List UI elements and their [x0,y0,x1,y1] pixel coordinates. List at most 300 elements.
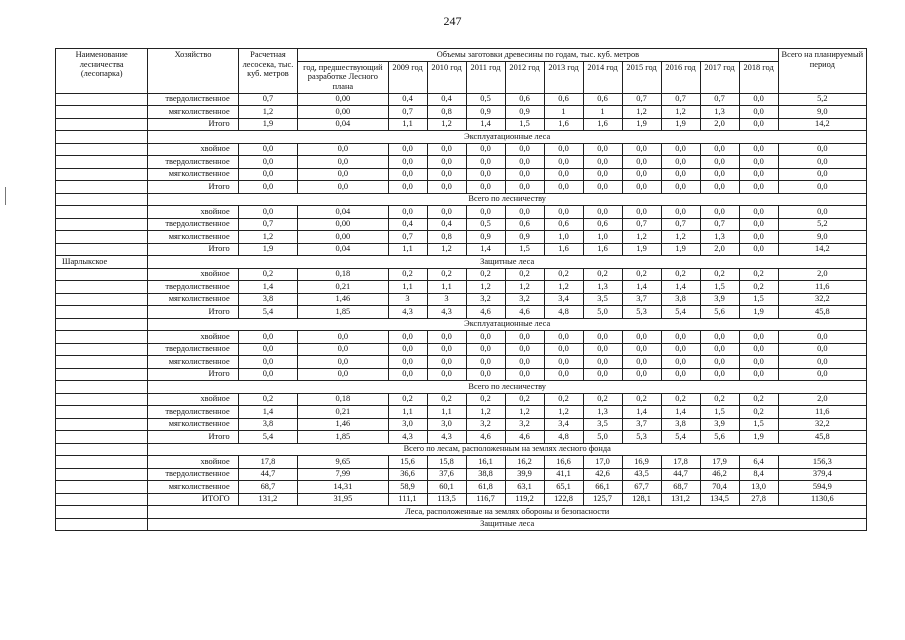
year-value-cell: 0,0 [583,368,622,381]
year-value-cell: 3,9 [700,418,739,431]
year-value-cell: 0,0 [700,143,739,156]
year-value-cell: 0,9 [466,106,505,119]
year-value-cell: 1,1 [388,243,427,256]
calc-cell: 1,9 [238,118,298,131]
section-title: Эксплуатационные леса [148,318,867,331]
year-value-cell: 131,2 [661,493,700,506]
year-value-cell: 0,2 [544,268,583,281]
year-value-cell: 1,9 [661,243,700,256]
year-value-cell: 0,2 [466,393,505,406]
prev-year-cell: 9,65 [298,456,388,469]
forestry-cell [56,418,148,431]
forestry-cell [56,168,148,181]
year-value-cell: 1,9 [661,118,700,131]
year-value-cell: 1,1 [388,118,427,131]
year-value-cell: 3,4 [544,418,583,431]
year-value-cell: 1,5 [739,293,778,306]
total-cell: 14,2 [778,118,866,131]
forestry-cell [56,156,148,169]
total-cell: 32,2 [778,293,866,306]
year-value-cell: 44,7 [661,468,700,481]
table-row [56,343,867,356]
header-calc: Расчетная лесосека, тыс. куб. метров [238,49,298,94]
year-value-cell: 0,2 [700,268,739,281]
year-value-cell: 0,0 [544,356,583,369]
table-row [56,231,867,244]
year-value-cell: 1,1 [427,406,466,419]
forestry-cell [56,356,148,369]
year-value-cell: 0,0 [466,181,505,194]
year-value-cell: 1,9 [622,243,661,256]
year-value-cell: 6,4 [739,456,778,469]
table-row [56,356,867,369]
year-value-cell: 0,0 [661,156,700,169]
table-row [56,418,867,431]
table-header [56,49,867,94]
forestry-cell [56,443,148,456]
table-row [56,243,867,256]
section-row [56,518,867,531]
economy-cell: хвойное [148,393,238,406]
year-value-cell: 4,6 [505,306,544,319]
year-value-cell: 0,0 [466,368,505,381]
calc-cell: 0,0 [238,156,298,169]
year-value-cell: 128,1 [622,493,661,506]
calc-cell: 1,4 [238,406,298,419]
year-value-cell: 0,0 [388,181,427,194]
year-value-cell: 0,0 [544,181,583,194]
table-row [56,118,867,131]
total-cell: 32,2 [778,418,866,431]
forestry-name: Шарлыкское [56,256,148,269]
header-year: 2015 год [622,61,661,93]
year-value-cell: 3 [427,293,466,306]
year-value-cell: 0,0 [427,206,466,219]
year-value-cell: 3,9 [700,293,739,306]
year-value-cell: 3,2 [466,418,505,431]
section-row [56,193,867,206]
economy-cell: Итого [148,368,238,381]
year-value-cell: 0,2 [739,393,778,406]
year-value-cell: 0,0 [427,156,466,169]
year-value-cell: 5,6 [700,431,739,444]
year-value-cell: 0,9 [505,106,544,119]
year-value-cell: 0,0 [661,331,700,344]
year-value-cell: 0,0 [622,356,661,369]
economy-cell: Итого [148,243,238,256]
year-value-cell: 1,4 [661,281,700,294]
table-row [56,481,867,494]
forestry-cell [56,493,148,506]
table-row [56,156,867,169]
year-value-cell: 3 [388,293,427,306]
year-value-cell: 61,8 [466,481,505,494]
calc-cell: 68,7 [238,481,298,494]
year-value-cell: 8,4 [739,468,778,481]
prev-year-cell: 0,18 [298,268,388,281]
prev-year-cell: 0,00 [298,218,388,231]
page-number: 247 [443,14,462,28]
year-value-cell: 0,0 [622,143,661,156]
total-cell: 11,6 [778,406,866,419]
year-value-cell: 1,6 [583,243,622,256]
year-value-cell: 0,2 [388,393,427,406]
year-value-cell: 67,7 [622,481,661,494]
forestry-cell [56,306,148,319]
year-value-cell: 0,0 [505,206,544,219]
header-total: Всего на планируемый период [778,49,866,94]
year-value-cell: 0,0 [388,206,427,219]
year-value-cell: 1,1 [388,281,427,294]
year-value-cell: 0,0 [544,143,583,156]
economy-cell: Итого [148,431,238,444]
total-cell: 0,0 [778,206,866,219]
section-title: Всего по лесам, расположенным на землях лесного фонда [148,443,867,456]
year-value-cell: 0,8 [427,231,466,244]
year-value-cell: 0,0 [661,206,700,219]
year-value-cell: 5,3 [622,431,661,444]
year-value-cell: 0,0 [544,368,583,381]
year-value-cell: 116,7 [466,493,505,506]
total-cell: 2,0 [778,393,866,406]
year-value-cell: 42,6 [583,468,622,481]
year-value-cell: 3,4 [544,293,583,306]
year-value-cell: 1,4 [466,118,505,131]
year-value-cell: 0,0 [388,356,427,369]
total-cell: 5,2 [778,93,866,106]
year-value-cell: 0,6 [544,93,583,106]
calc-cell: 1,2 [238,106,298,119]
prev-year-cell: 0,00 [298,231,388,244]
year-value-cell: 0,7 [388,106,427,119]
forestry-cell [56,318,148,331]
year-value-cell: 0,7 [622,218,661,231]
economy-cell: мягколиственное [148,231,238,244]
calc-cell: 0,0 [238,143,298,156]
calc-cell: 131,2 [238,493,298,506]
year-value-cell: 134,5 [700,493,739,506]
year-value-cell: 3,2 [505,418,544,431]
forestry-cell [56,331,148,344]
year-value-cell: 1,6 [583,118,622,131]
year-value-cell: 0,0 [739,106,778,119]
table-row [56,106,867,119]
forestry-cell [56,431,148,444]
forestry-cell [56,506,148,519]
year-value-cell: 0,0 [388,368,427,381]
prev-year-cell: 0,0 [298,343,388,356]
year-value-cell: 4,6 [466,431,505,444]
year-value-cell: 0,0 [583,343,622,356]
year-value-cell: 1,6 [544,243,583,256]
table-row [56,493,867,506]
economy-cell: твердолиственное [148,93,238,106]
year-value-cell: 0,0 [583,156,622,169]
prev-year-cell: 0,0 [298,356,388,369]
section-row [56,443,867,456]
forestry-cell [56,293,148,306]
year-value-cell: 3,2 [466,293,505,306]
year-value-cell: 0,0 [544,156,583,169]
year-value-cell: 15,8 [427,456,466,469]
year-value-cell: 0,0 [739,243,778,256]
year-value-cell: 1,4 [622,406,661,419]
year-value-cell: 17,9 [700,456,739,469]
year-value-cell: 5,4 [661,306,700,319]
calc-cell: 0,0 [238,181,298,194]
year-value-cell: 0,0 [622,343,661,356]
year-value-cell: 0,0 [427,356,466,369]
year-value-cell: 3,0 [427,418,466,431]
year-value-cell: 0,2 [544,393,583,406]
year-value-cell: 119,2 [505,493,544,506]
year-value-cell: 1,1 [388,406,427,419]
year-value-cell: 0,0 [505,368,544,381]
table-row [56,181,867,194]
year-value-cell: 0,0 [661,168,700,181]
total-cell: 45,8 [778,306,866,319]
year-value-cell: 0,7 [661,93,700,106]
year-value-cell: 70,4 [700,481,739,494]
year-value-cell: 113,5 [427,493,466,506]
calc-cell: 1,9 [238,243,298,256]
prev-year-cell: 0,04 [298,243,388,256]
calc-cell: 5,4 [238,431,298,444]
year-value-cell: 1,5 [505,243,544,256]
year-value-cell: 0,0 [739,93,778,106]
year-value-cell: 0,7 [622,93,661,106]
table-row [56,143,867,156]
prev-year-cell: 14,31 [298,481,388,494]
year-value-cell: 0,9 [505,231,544,244]
year-value-cell: 1,2 [544,281,583,294]
calc-cell: 0,2 [238,268,298,281]
total-cell: 9,0 [778,106,866,119]
table-row [56,293,867,306]
calc-cell: 0,7 [238,93,298,106]
calc-cell: 0,0 [238,343,298,356]
year-value-cell: 5,3 [622,306,661,319]
year-value-cell: 3,8 [661,418,700,431]
year-value-cell: 0,0 [739,368,778,381]
prev-year-cell: 31,95 [298,493,388,506]
forestry-cell [56,456,148,469]
prev-year-cell: 0,04 [298,118,388,131]
year-value-cell: 16,9 [622,456,661,469]
year-value-cell: 16,6 [544,456,583,469]
year-value-cell: 0,2 [661,268,700,281]
year-value-cell: 0,2 [739,406,778,419]
year-value-cell: 1,2 [427,118,466,131]
year-value-cell: 0,0 [622,156,661,169]
year-value-cell: 0,0 [661,356,700,369]
year-value-cell: 1,9 [622,118,661,131]
year-value-cell: 1,5 [739,418,778,431]
year-value-cell: 13,0 [739,481,778,494]
year-value-cell: 0,0 [583,168,622,181]
year-value-cell: 0,9 [466,231,505,244]
year-value-cell: 0,2 [739,281,778,294]
prev-year-cell: 0,18 [298,393,388,406]
year-value-cell: 0,0 [505,143,544,156]
header-year: 2010 год [427,61,466,93]
prev-year-cell: 1,46 [298,418,388,431]
calc-cell: 1,4 [238,281,298,294]
year-value-cell: 0,6 [544,218,583,231]
year-value-cell: 4,6 [505,431,544,444]
total-cell: 1130,6 [778,493,866,506]
year-value-cell: 0,0 [583,331,622,344]
prev-year-cell: 0,0 [298,156,388,169]
calc-cell: 44,7 [238,468,298,481]
year-value-cell: 0,0 [622,331,661,344]
year-value-cell: 0,7 [700,218,739,231]
economy-cell: Итого [148,306,238,319]
header-volumes: Объемы заготовки древесины по годам, тыс. куб. метров [298,49,778,62]
year-value-cell: 41,1 [544,468,583,481]
year-value-cell: 0,0 [427,181,466,194]
forestry-cell [56,368,148,381]
year-value-cell: 0,2 [622,268,661,281]
forestry-cell [56,131,148,144]
year-value-cell: 0,2 [661,393,700,406]
year-value-cell: 0,2 [583,393,622,406]
year-value-cell: 0,0 [739,231,778,244]
year-value-cell: 16,2 [505,456,544,469]
prev-year-cell: 0,04 [298,206,388,219]
year-value-cell: 0,0 [505,343,544,356]
year-value-cell: 3,5 [583,293,622,306]
year-value-cell: 0,0 [739,168,778,181]
year-value-cell: 1,0 [583,231,622,244]
year-value-cell: 0,6 [505,93,544,106]
table-row [56,281,867,294]
year-value-cell: 1 [544,106,583,119]
year-value-cell: 0,0 [388,168,427,181]
total-cell: 0,0 [778,156,866,169]
year-value-cell: 0,0 [466,206,505,219]
year-value-cell: 1,2 [466,406,505,419]
year-value-cell: 0,0 [661,368,700,381]
year-value-cell: 0,0 [739,181,778,194]
year-value-cell: 0,7 [388,231,427,244]
year-value-cell: 1,5 [700,281,739,294]
year-value-cell: 0,0 [427,343,466,356]
header-year: 2017 год [700,61,739,93]
year-value-cell: 0,2 [505,268,544,281]
year-value-cell: 0,0 [700,168,739,181]
year-value-cell: 4,3 [427,306,466,319]
prev-year-cell: 7,99 [298,468,388,481]
economy-cell: Итого [148,118,238,131]
year-value-cell: 1,2 [661,106,700,119]
year-value-cell: 3,7 [622,293,661,306]
year-value-cell: 0,0 [427,168,466,181]
year-value-cell: 1,3 [700,231,739,244]
calc-cell: 17,8 [238,456,298,469]
total-cell: 0,0 [778,331,866,344]
year-value-cell: 0,0 [388,343,427,356]
calc-cell: 0,7 [238,218,298,231]
header-prev-year: год, предшествующий разработке Лесного плана [298,61,388,93]
year-value-cell: 0,0 [739,143,778,156]
economy-cell: хвойное [148,206,238,219]
year-value-cell: 16,1 [466,456,505,469]
forestry-cell [56,393,148,406]
year-value-cell: 63,1 [505,481,544,494]
year-value-cell: 43,5 [622,468,661,481]
year-value-cell: 0,8 [427,106,466,119]
year-value-cell: 0,0 [544,343,583,356]
year-value-cell: 1,0 [544,231,583,244]
header-forestry: Наименование лесничества (лесопарка) [56,49,148,94]
year-value-cell: 0,0 [622,168,661,181]
table-row [56,368,867,381]
year-value-cell: 3,7 [622,418,661,431]
table-row [56,456,867,469]
year-value-cell: 1,3 [700,106,739,119]
forestry-cell [56,518,148,531]
year-value-cell: 0,0 [427,368,466,381]
year-value-cell: 66,1 [583,481,622,494]
forestry-cell [56,343,148,356]
year-value-cell: 68,7 [661,481,700,494]
year-value-cell: 0,0 [583,206,622,219]
year-value-cell: 0,0 [544,331,583,344]
year-value-cell: 0,2 [388,268,427,281]
year-value-cell: 4,8 [544,306,583,319]
year-value-cell: 0,0 [466,343,505,356]
year-value-cell: 1,2 [661,231,700,244]
header-year: 2018 год [739,61,778,93]
economy-cell: хвойное [148,143,238,156]
year-value-cell: 0,5 [466,218,505,231]
economy-cell: твердолиственное [148,218,238,231]
year-value-cell: 5,0 [583,306,622,319]
section-row [56,318,867,331]
year-value-cell: 3,8 [661,293,700,306]
year-value-cell: 0,2 [739,268,778,281]
calc-cell: 1,2 [238,231,298,244]
total-cell: 11,6 [778,281,866,294]
year-value-cell: 1,2 [544,406,583,419]
calc-cell: 0,0 [238,206,298,219]
year-value-cell: 1,1 [427,281,466,294]
section-row [56,506,867,519]
year-value-cell: 1,4 [466,243,505,256]
year-value-cell: 0,0 [583,181,622,194]
year-value-cell: 1,3 [583,406,622,419]
year-value-cell: 27,8 [739,493,778,506]
economy-cell: мягколиственное [148,481,238,494]
year-value-cell: 0,0 [505,181,544,194]
year-value-cell: 0,0 [661,181,700,194]
year-value-cell: 0,2 [505,393,544,406]
economy-cell: ИТОГО [148,493,238,506]
year-value-cell: 125,7 [583,493,622,506]
year-value-cell: 3,2 [505,293,544,306]
table-row [56,218,867,231]
year-value-cell: 0,0 [700,331,739,344]
calc-cell: 0,0 [238,356,298,369]
section-title: Всего по лесничеству [148,381,867,394]
year-value-cell: 0,0 [700,206,739,219]
prev-year-cell: 0,0 [298,168,388,181]
year-value-cell: 0,6 [583,218,622,231]
year-value-cell: 0,0 [739,343,778,356]
economy-cell: твердолиственное [148,156,238,169]
year-value-cell: 1,2 [622,106,661,119]
